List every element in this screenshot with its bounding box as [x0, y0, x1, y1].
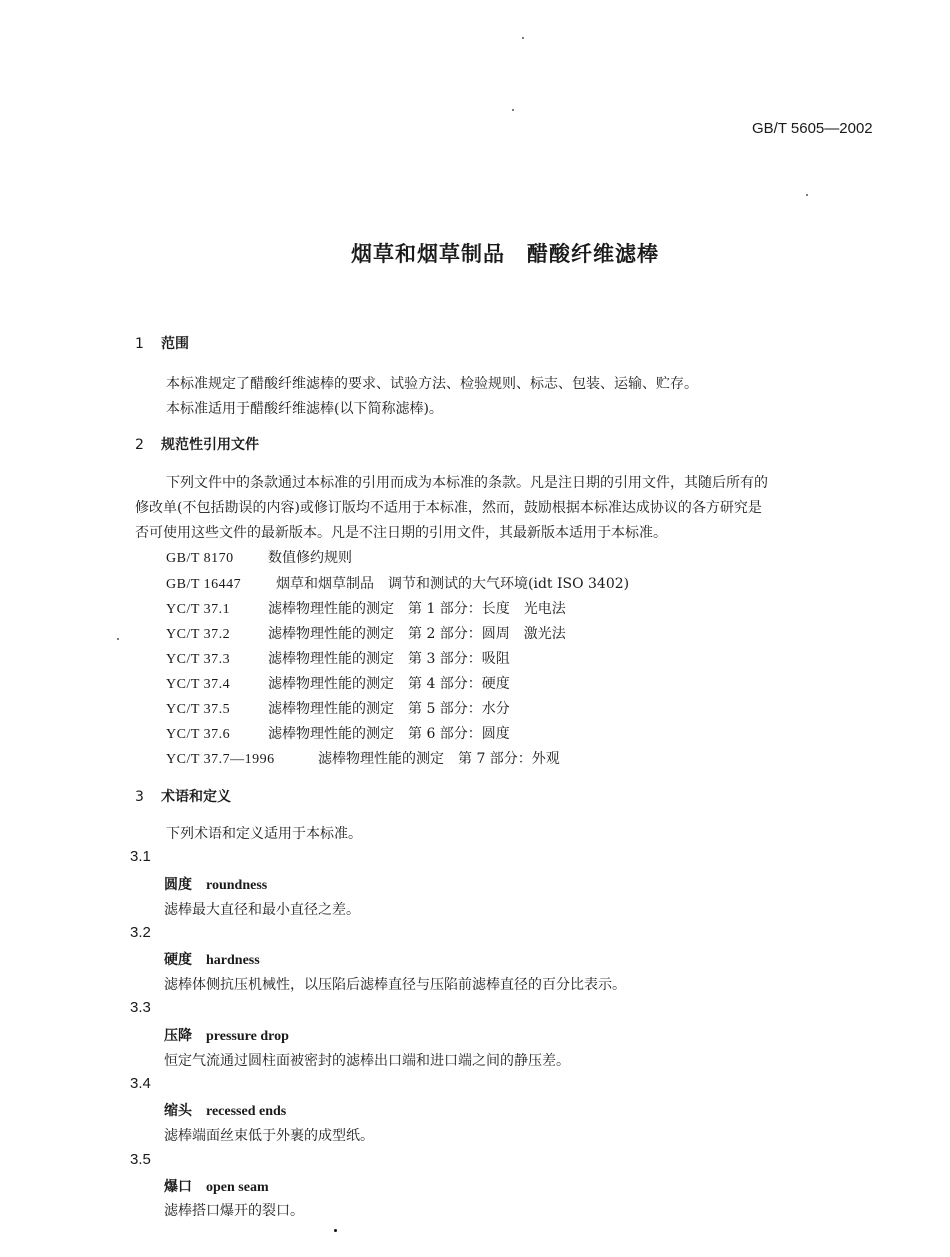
- term-heading: [164, 874, 267, 894]
- reference-title: 滤棒物理性能的测定 第 1 部分：长度 光电法: [268, 601, 566, 617]
- paragraph-line: 否可使用这些文件的最新版本。凡是不注日期的引用文件，其最新版本适用于本标准。: [135, 525, 667, 541]
- reference-code: YC/T 37.6: [166, 727, 231, 742]
- term-cn: 硬度: [164, 952, 192, 968]
- section-2-heading: [135, 434, 259, 454]
- term-cn: 圆度: [164, 877, 192, 893]
- term-definition: 滤棒体侧抗压机械性，以压陷后滤棒直径与压陷前滤棒直径的百分比表示。: [164, 977, 626, 993]
- section-title: 规范性引用文件: [161, 437, 259, 453]
- term-heading: [164, 1100, 286, 1120]
- scan-speck: [512, 109, 514, 111]
- reference-item: [166, 598, 566, 618]
- term-heading: [164, 949, 260, 969]
- term-en: open seam: [206, 1180, 269, 1195]
- term-definition: 恒定气流通过圆柱面被密封的滤棒出口端和进口端之间的静压差。: [164, 1053, 570, 1069]
- document-title: 烟草和烟草制品 醋酸纤维滤棒: [351, 242, 659, 266]
- clause-number: 3.3: [130, 999, 151, 1016]
- paragraph: 本标准适用于醋酸纤维滤棒(以下简称滤棒)。: [166, 401, 443, 417]
- clause-number: 3.2: [130, 924, 151, 941]
- scan-speck: [334, 1229, 337, 1232]
- term-cn: 压降: [164, 1028, 192, 1044]
- reference-title: 滤棒物理性能的测定 第 5 部分：水分: [268, 701, 510, 717]
- reference-item: [166, 723, 510, 743]
- reference-title: 数值修约规则: [268, 550, 352, 566]
- term-en: recessed ends: [206, 1104, 287, 1119]
- reference-item: [166, 623, 566, 643]
- term-en: hardness: [206, 953, 260, 968]
- reference-code: YC/T 37.2: [166, 627, 231, 642]
- term-cn: 缩头: [164, 1103, 192, 1119]
- section-number: 3: [135, 789, 144, 805]
- paragraph: 本标准规定了醋酸纤维滤棒的要求、试验方法、检验规则、标志、包装、运输、贮存。: [166, 376, 698, 392]
- term-definition: 滤棒搭口爆开的裂口。: [164, 1203, 304, 1219]
- reference-item: [166, 748, 560, 768]
- reference-code: GB/T 8170: [166, 551, 234, 566]
- reference-item: [166, 648, 510, 668]
- term-heading: [164, 1025, 289, 1045]
- section-title: 范围: [161, 336, 189, 352]
- reference-item: [166, 547, 352, 567]
- scan-speck: [117, 638, 119, 640]
- scan-speck: [806, 194, 808, 196]
- scan-speck: [522, 37, 524, 39]
- section-number: 2: [135, 437, 144, 453]
- term-definition: 滤棒最大直径和最小直径之差。: [164, 902, 360, 918]
- reference-title: 滤棒物理性能的测定 第 7 部分：外观: [318, 751, 560, 767]
- reference-code: GB/T 16447: [166, 577, 242, 592]
- reference-code: YC/T 37.4: [166, 677, 231, 692]
- section-3-heading: [135, 786, 231, 806]
- reference-code: YC/T 37.3: [166, 652, 231, 667]
- term-definition: 滤棒端面丝束低于外裹的成型纸。: [164, 1128, 374, 1144]
- reference-title: 滤棒物理性能的测定 第 6 部分：圆度: [268, 726, 510, 742]
- clause-number: 3.1: [130, 848, 151, 865]
- term-en: pressure drop: [206, 1029, 289, 1044]
- reference-title: 烟草和烟草制品 调节和测试的大气环境(idt ISO 3402): [276, 576, 630, 592]
- clause-number: 3.5: [130, 1151, 151, 1168]
- paragraph-line: 修改单(不包括勘误的内容)或修订版均不适用于本标准，然而，鼓励根据本标准达成协议的各方研究是: [135, 500, 762, 516]
- section-number: 1: [135, 336, 144, 352]
- reference-title: 滤棒物理性能的测定 第 3 部分：吸阻: [268, 651, 510, 667]
- section-1-heading: [135, 333, 189, 353]
- term-heading: [164, 1176, 269, 1196]
- reference-title: 滤棒物理性能的测定 第 4 部分：硬度: [268, 676, 510, 692]
- term-cn: 爆口: [164, 1179, 192, 1195]
- section-title: 术语和定义: [161, 789, 231, 805]
- reference-item: [166, 673, 510, 693]
- paragraph: 下列术语和定义适用于本标准。: [166, 826, 362, 842]
- reference-code: YC/T 37.7—1996: [166, 752, 275, 767]
- paragraph-line: 下列文件中的条款通过本标准的引用而成为本标准的条款。凡是注日期的引用文件，其随后所有的: [166, 475, 768, 491]
- reference-item: [166, 698, 510, 718]
- term-en: roundness: [206, 878, 268, 893]
- standard-id: GB/T 5605—2002: [752, 120, 873, 137]
- reference-code: YC/T 37.5: [166, 702, 231, 717]
- clause-number: 3.4: [130, 1075, 151, 1092]
- reference-item: [166, 573, 629, 593]
- reference-code: YC/T 37.1: [166, 602, 231, 617]
- reference-title: 滤棒物理性能的测定 第 2 部分：圆周 激光法: [268, 626, 566, 642]
